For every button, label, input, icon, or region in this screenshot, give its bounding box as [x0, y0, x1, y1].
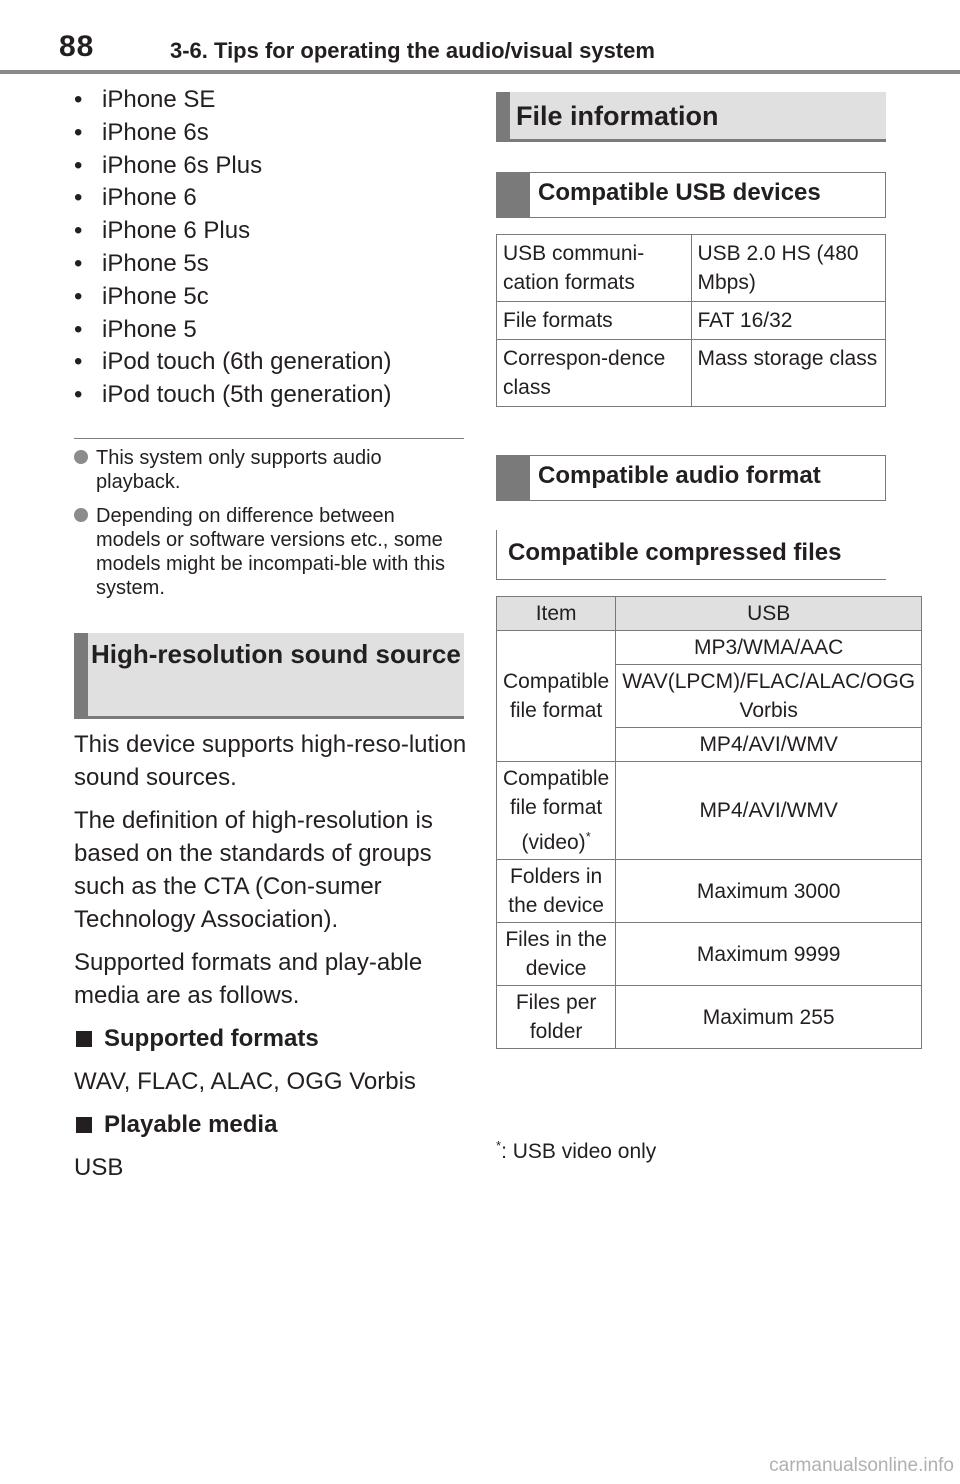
device-item: • iPhone 5c	[74, 281, 464, 314]
table-cell: Compatible file format	[497, 631, 616, 762]
hires-heading	[74, 633, 464, 719]
compressed-files-heading: Compatible compressed files	[496, 530, 886, 580]
table-cell: Files in the device	[497, 923, 616, 986]
table-cell: USB 2.0 HS (480 Mbps)	[691, 235, 886, 302]
device-item: • iPhone 6s	[74, 117, 464, 150]
hires-paragraph: The definition of high-resolution is based on the standards of groups such as the CTA (Con-sumer Technology Association).	[74, 807, 433, 933]
page-number: 88	[59, 30, 95, 63]
table-row	[497, 923, 922, 986]
usb-devices-heading: Compatible USB devices	[496, 172, 886, 218]
section-title: 3-6. Tips for operating the audio/visual system	[170, 38, 655, 63]
note-text: Depending on difference between models or software versions etc., some models might be incompati-ble with this system.	[96, 505, 446, 599]
supported-formats-text: WAV, FLAC, ALAC, OGG Vorbis	[74, 1068, 416, 1095]
usb-devices-table	[496, 234, 886, 407]
table-row	[497, 340, 886, 407]
notes	[74, 446, 464, 610]
table-cell: MP4/AVI/WMV	[616, 728, 922, 762]
table-cell: Maximum 255	[616, 986, 922, 1049]
table-row	[497, 235, 886, 302]
table-row	[497, 860, 922, 923]
playable-media-text: USB	[74, 1154, 124, 1181]
table-header-row	[497, 597, 922, 631]
device-item: • iPhone 6s Plus	[74, 150, 464, 183]
bullet-dot-icon	[74, 508, 88, 522]
table-cell: Maximum 9999	[616, 923, 922, 986]
device-item: • iPhone SE	[74, 84, 464, 117]
footnote-marker: *	[585, 829, 591, 844]
table-cell: Mass storage class	[691, 340, 886, 407]
square-bullet-icon	[76, 1117, 92, 1133]
table-row	[497, 631, 922, 665]
table-cell: Files per folder	[497, 986, 616, 1049]
note-item	[74, 446, 464, 494]
note-divider	[74, 438, 464, 439]
table-cell: MP4/AVI/WMV	[616, 762, 922, 860]
table-cell: FAT 16/32	[691, 302, 886, 340]
table-cell: WAV(LPCM)/FLAC/ALAC/OGG Vorbis	[616, 665, 922, 728]
table-cell: Correspon-dence class	[497, 340, 692, 407]
device-item: • iPhone 5s	[74, 248, 464, 281]
device-item: • iPod touch (6th generation)	[74, 346, 464, 379]
table-cell: MP3/WMA/AAC	[616, 631, 922, 665]
compatible-device-list	[74, 84, 464, 412]
footnote-marker: *	[496, 1138, 502, 1153]
table-cell: Folders in the device	[497, 860, 616, 923]
file-info-heading: File information	[496, 92, 886, 142]
playable-media-heading: Playable media	[74, 1108, 469, 1141]
column-header-usb: USB	[616, 597, 922, 631]
table-row	[497, 986, 922, 1049]
compressed-files-table	[496, 596, 922, 1049]
hires-heading-text: High-resolution sound source	[91, 639, 461, 669]
table-cell: Maximum 3000	[616, 860, 922, 923]
device-item: • iPhone 6	[74, 182, 464, 215]
bullet-dot-icon	[74, 450, 88, 464]
column-header-item: Item	[497, 597, 616, 631]
square-bullet-icon	[76, 1031, 92, 1047]
supported-formats-heading: Supported formats	[74, 1022, 469, 1055]
footnote: *: USB video only	[496, 1138, 657, 1163]
table-cell: USB communi-cation formats	[497, 235, 692, 302]
device-item: • iPod touch (5th generation)	[74, 379, 464, 412]
header-rule	[0, 70, 960, 74]
table-cell: Compatible file format (video)*	[497, 762, 616, 860]
watermark: carmanualsonline.info	[769, 1455, 954, 1476]
hires-body	[74, 728, 469, 1194]
note-item	[74, 504, 464, 600]
table-cell: File formats	[497, 302, 692, 340]
device-item: • iPhone 6 Plus	[74, 215, 464, 248]
hires-paragraph: This device supports high-reso-lution sound sources.	[74, 731, 467, 791]
hires-paragraph: Supported formats and play-able media are as follows.	[74, 949, 423, 1009]
table-row	[497, 762, 922, 860]
device-item: • iPhone 5	[74, 314, 464, 347]
table-row	[497, 302, 886, 340]
audio-format-heading: Compatible audio format	[496, 455, 886, 501]
note-text: This system only supports audio playback.	[96, 447, 382, 493]
